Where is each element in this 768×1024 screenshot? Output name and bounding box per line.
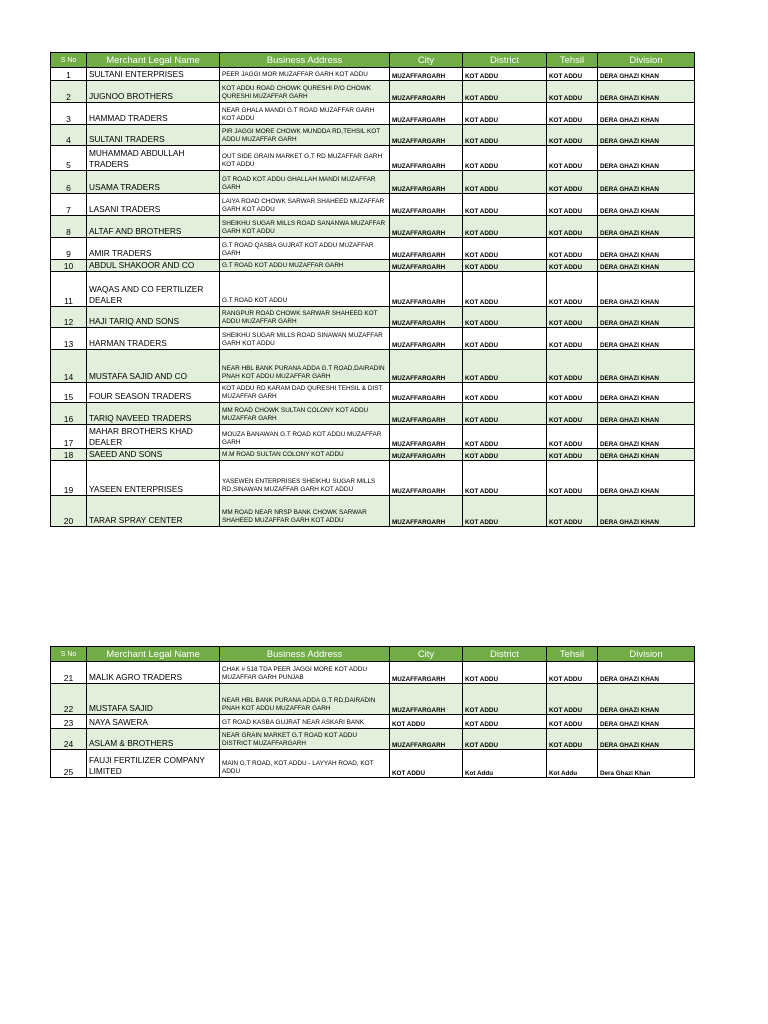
cell-sno: 15: [51, 383, 87, 403]
cell-district: Kot Addu: [463, 750, 547, 778]
cell-city: MUZAFFARGARH: [390, 729, 463, 750]
cell-division: DERA GHAZI KHAN: [598, 238, 695, 260]
cell-division: DERA GHAZI KHAN: [598, 260, 695, 272]
cell-merchant-name: ABDUL SHAKOOR AND CO: [87, 260, 220, 272]
cell-district: KOT ADDU: [463, 125, 547, 146]
cell-sno: 3: [51, 103, 87, 125]
cell-tehsil: KOT ADDU: [547, 350, 598, 383]
cell-merchant-name: AMIR TRADERS: [87, 238, 220, 260]
table-row: [51, 171, 695, 194]
cell-business-address: MOUZA BANAWAN G.T ROAD KOT ADDU MUZAFFAR GARH: [220, 425, 390, 449]
table-row: [51, 328, 695, 350]
cell-city: MUZAFFARGARH: [390, 216, 463, 238]
cell-division: DERA GHAZI KHAN: [598, 328, 695, 350]
cell-division: DERA GHAZI KHAN: [598, 461, 695, 496]
cell-tehsil: KOT ADDU: [547, 449, 598, 461]
cell-business-address: YASEWEN ENTERPRISES SHEIKHU SUGAR MILLS RD,SINAWAN MUZAFFAR GARH KOT ADDU: [220, 461, 390, 496]
cell-district: KOT ADDU: [463, 425, 547, 449]
table-row: [51, 496, 695, 527]
cell-division: DERA GHAZI KHAN: [598, 729, 695, 750]
cell-district: KOT ADDU: [463, 194, 547, 216]
cell-sno: 8: [51, 216, 87, 238]
cell-merchant-name: MUHAMMAD ABDULLAH TRADERS: [87, 146, 220, 171]
cell-city: MUZAFFARGARH: [390, 194, 463, 216]
cell-sno: 5: [51, 146, 87, 171]
table-row: [51, 350, 695, 383]
table-row: [51, 461, 695, 496]
table-row: [51, 103, 695, 125]
cell-division: DERA GHAZI KHAN: [598, 103, 695, 125]
cell-tehsil: KOT ADDU: [547, 425, 598, 449]
cell-city: MUZAFFARGARH: [390, 350, 463, 383]
cell-sno: 2: [51, 81, 87, 103]
cell-sno: 7: [51, 194, 87, 216]
cell-business-address: NEAR GHALA MANDI G.T ROAD MUZAFFAR GARH KOT ADDU: [220, 103, 390, 125]
cell-sno: 21: [51, 662, 87, 684]
cell-district: KOT ADDU: [463, 684, 547, 715]
cell-division: DERA GHAZI KHAN: [598, 684, 695, 715]
cell-district: KOT ADDU: [463, 307, 547, 328]
cell-district: KOT ADDU: [463, 146, 547, 171]
header-district: District: [463, 53, 547, 68]
cell-division: DERA GHAZI KHAN: [598, 68, 695, 81]
table-row: [51, 383, 695, 403]
cell-business-address: NEAR HBL BANK PURANA ADDA G.T RD,DAIRADIN PNAH KOT ADDU MUZAFFAR GARH: [220, 684, 390, 715]
cell-tehsil: KOT ADDU: [547, 125, 598, 146]
cell-city: MUZAFFARGARH: [390, 684, 463, 715]
cell-tehsil: KOT ADDU: [547, 238, 598, 260]
table-row: [51, 307, 695, 328]
cell-sno: 14: [51, 350, 87, 383]
cell-division: DERA GHAZI KHAN: [598, 715, 695, 729]
cell-district: KOT ADDU: [463, 216, 547, 238]
cell-merchant-name: SULTANI TRADERS: [87, 125, 220, 146]
cell-tehsil: KOT ADDU: [547, 81, 598, 103]
cell-sno: 19: [51, 461, 87, 496]
cell-city: MUZAFFARGARH: [390, 449, 463, 461]
cell-business-address: G.T ROAD KOT ADDU: [220, 272, 390, 307]
table-row: [51, 238, 695, 260]
cell-tehsil: KOT ADDU: [547, 403, 598, 425]
cell-district: KOT ADDU: [463, 383, 547, 403]
cell-city: MUZAFFARGARH: [390, 103, 463, 125]
cell-sno: 22: [51, 684, 87, 715]
header-merchant-name: Merchant Legal Name: [87, 53, 220, 68]
table-row: [51, 194, 695, 216]
cell-business-address: OUT SIDE GRAIN MARKET G.T RD MUZAFFAR GARH KOT ADDU: [220, 146, 390, 171]
cell-city: MUZAFFARGARH: [390, 238, 463, 260]
table-row: [51, 146, 695, 171]
cell-sno: 9: [51, 238, 87, 260]
cell-business-address: PIR JAGGI MORE CHOWK MUNDDA RD,TEHSIL KOT ADDU MUZAFFAR GARH: [220, 125, 390, 146]
cell-division: Dera Ghazi Khan: [598, 750, 695, 778]
cell-merchant-name: JUGNOO BROTHERS: [87, 81, 220, 103]
cell-business-address: KOT ADDU RD KARAM DAD QURESHI TEHSIL & DIST MUZAFFAR GARH: [220, 383, 390, 403]
cell-sno: 24: [51, 729, 87, 750]
cell-business-address: NEAR GRAIN MARKET G.T ROAD KOT ADDU DISTRICT MUZAFFARGARH: [220, 729, 390, 750]
cell-business-address: GT ROAD KASBA GUJRAT NEAR ASKARI BANK: [220, 715, 390, 729]
table-row: [51, 272, 695, 307]
cell-district: KOT ADDU: [463, 403, 547, 425]
cell-sno: 20: [51, 496, 87, 527]
header-city: City: [390, 53, 463, 68]
cell-city: MUZAFFARGARH: [390, 383, 463, 403]
header-row: [51, 53, 695, 68]
cell-business-address: CHAK # 518 TDA PEER JAGGI MORE KOT ADDU MUZAFFAR GARH PUNJAB: [220, 662, 390, 684]
cell-tehsil: Kot Addu: [547, 750, 598, 778]
cell-merchant-name: TARIQ NAVEED TRADERS: [87, 403, 220, 425]
header-business-address: Business Address: [220, 53, 390, 68]
cell-city: MUZAFFARGARH: [390, 425, 463, 449]
cell-merchant-name: MUSTAFA SAJID AND CO: [87, 350, 220, 383]
table-row: [51, 260, 695, 272]
cell-city: MUZAFFARGARH: [390, 125, 463, 146]
cell-district: KOT ADDU: [463, 461, 547, 496]
header-division: Division: [598, 53, 695, 68]
cell-merchant-name: FOUR SEASON TRADERS: [87, 383, 220, 403]
cell-merchant-name: MUSTAFA SAJID: [87, 684, 220, 715]
cell-merchant-name: FAUJI FERTILIZER COMPANY LIMITED: [87, 750, 220, 778]
cell-division: DERA GHAZI KHAN: [598, 146, 695, 171]
header-sno: S No: [51, 647, 87, 662]
merchant-table-2: [50, 646, 695, 778]
table-row: [51, 750, 695, 778]
cell-business-address: SHEIKHU SUGAR MILLS ROAD SANANWA MUZAFFAR GARH KOT ADDU: [220, 216, 390, 238]
table-row: [51, 684, 695, 715]
cell-city: MUZAFFARGARH: [390, 461, 463, 496]
cell-city: MUZAFFARGARH: [390, 496, 463, 527]
cell-sno: 23: [51, 715, 87, 729]
cell-business-address: PEER JAGGI MOR MUZAFFAR GARH KOT ADDU: [220, 68, 390, 81]
header-tehsil: Tehsil: [547, 53, 598, 68]
cell-business-address: GT ROAD KOT ADDU GHALLAH MANDI MUZAFFAR GARH: [220, 171, 390, 194]
cell-sno: 16: [51, 403, 87, 425]
cell-division: DERA GHAZI KHAN: [598, 425, 695, 449]
cell-merchant-name: USAMA TRADERS: [87, 171, 220, 194]
cell-district: KOT ADDU: [463, 68, 547, 81]
cell-merchant-name: TARAR SPRAY CENTER: [87, 496, 220, 527]
table-row: [51, 81, 695, 103]
cell-division: DERA GHAZI KHAN: [598, 125, 695, 146]
table-row: [51, 662, 695, 684]
header-district: District: [463, 647, 547, 662]
cell-division: DERA GHAZI KHAN: [598, 383, 695, 403]
cell-business-address: MM ROAD CHOWK SULTAN COLONY KOT ADDU MUZAFFAR GARH: [220, 403, 390, 425]
cell-district: KOT ADDU: [463, 260, 547, 272]
cell-tehsil: KOT ADDU: [547, 496, 598, 527]
cell-district: KOT ADDU: [463, 328, 547, 350]
cell-merchant-name: WAQAS AND CO FERTILIZER DEALER: [87, 272, 220, 307]
cell-business-address: MM ROAD NEAR NRSP BANK CHOWK SARWAR SHAHEED MUZAFFAR GARH KOT ADDU: [220, 496, 390, 527]
cell-tehsil: KOT ADDU: [547, 729, 598, 750]
header-business-address: Business Address: [220, 647, 390, 662]
cell-city: MUZAFFARGARH: [390, 403, 463, 425]
header-tehsil: Tehsil: [547, 647, 598, 662]
header-division: Division: [598, 647, 695, 662]
cell-division: DERA GHAZI KHAN: [598, 216, 695, 238]
cell-sno: 12: [51, 307, 87, 328]
cell-district: KOT ADDU: [463, 729, 547, 750]
cell-tehsil: KOT ADDU: [547, 272, 598, 307]
cell-tehsil: KOT ADDU: [547, 383, 598, 403]
cell-district: KOT ADDU: [463, 350, 547, 383]
header-sno: S No: [51, 53, 87, 68]
cell-merchant-name: YASEEN ENTERPRISES: [87, 461, 220, 496]
table-row: [51, 425, 695, 449]
cell-tehsil: KOT ADDU: [547, 68, 598, 81]
cell-district: KOT ADDU: [463, 103, 547, 125]
cell-sno: 6: [51, 171, 87, 194]
header-city: City: [390, 647, 463, 662]
cell-merchant-name: LASANI TRADERS: [87, 194, 220, 216]
cell-district: KOT ADDU: [463, 238, 547, 260]
cell-division: DERA GHAZI KHAN: [598, 81, 695, 103]
cell-city: KOT ADDU: [390, 750, 463, 778]
cell-business-address: RANGPUR ROAD CHOWK SARWAR SHAHEED KOT ADDU MUZAFFAR GARH: [220, 307, 390, 328]
cell-division: DERA GHAZI KHAN: [598, 194, 695, 216]
cell-tehsil: KOT ADDU: [547, 260, 598, 272]
cell-district: KOT ADDU: [463, 496, 547, 527]
cell-business-address: SHEIKHU SUGAR MILLS ROAD SINAWAN MUZAFFAR GARH KOT ADDU: [220, 328, 390, 350]
cell-tehsil: KOT ADDU: [547, 307, 598, 328]
merchant-table-1: [50, 52, 695, 527]
table-row: [51, 729, 695, 750]
cell-city: MUZAFFARGARH: [390, 260, 463, 272]
cell-merchant-name: NAYA SAWERA: [87, 715, 220, 729]
cell-division: DERA GHAZI KHAN: [598, 307, 695, 328]
cell-division: DERA GHAZI KHAN: [598, 171, 695, 194]
table-row: [51, 125, 695, 146]
cell-merchant-name: MAHAR BROTHERS KHAD DEALER: [87, 425, 220, 449]
cell-business-address: G.T ROAD KOT ADDU MUZAFFAR GARH: [220, 260, 390, 272]
cell-district: KOT ADDU: [463, 662, 547, 684]
cell-merchant-name: HAMMAD TRADERS: [87, 103, 220, 125]
cell-sno: 10: [51, 260, 87, 272]
cell-city: MUZAFFARGARH: [390, 146, 463, 171]
cell-merchant-name: MALIK AGRO TRADERS: [87, 662, 220, 684]
cell-district: KOT ADDU: [463, 715, 547, 729]
cell-division: DERA GHAZI KHAN: [598, 449, 695, 461]
cell-tehsil: KOT ADDU: [547, 662, 598, 684]
cell-district: KOT ADDU: [463, 272, 547, 307]
cell-merchant-name: HAJI TARIQ AND SONS: [87, 307, 220, 328]
cell-division: DERA GHAZI KHAN: [598, 350, 695, 383]
cell-district: KOT ADDU: [463, 81, 547, 103]
cell-division: DERA GHAZI KHAN: [598, 403, 695, 425]
table-row: [51, 715, 695, 729]
cell-merchant-name: SAEED AND SONS: [87, 449, 220, 461]
cell-division: DERA GHAZI KHAN: [598, 496, 695, 527]
cell-city: MUZAFFARGARH: [390, 68, 463, 81]
table-body-2: [51, 662, 695, 778]
cell-city: MUZAFFARGARH: [390, 81, 463, 103]
cell-division: DERA GHAZI KHAN: [598, 662, 695, 684]
cell-tehsil: KOT ADDU: [547, 171, 598, 194]
table-row: [51, 68, 695, 81]
cell-tehsil: KOT ADDU: [547, 684, 598, 715]
cell-sno: 4: [51, 125, 87, 146]
cell-merchant-name: ASLAM & BROTHERS: [87, 729, 220, 750]
cell-district: KOT ADDU: [463, 171, 547, 194]
cell-city: MUZAFFARGARH: [390, 328, 463, 350]
cell-business-address: MAIN G.T ROAD, KOT ADDU - LAYYAH ROAD, KOT ADDU: [220, 750, 390, 778]
cell-sno: 11: [51, 272, 87, 307]
cell-tehsil: KOT ADDU: [547, 146, 598, 171]
cell-sno: 13: [51, 328, 87, 350]
cell-tehsil: KOT ADDU: [547, 715, 598, 729]
cell-business-address: M.M ROAD SULTAN COLONY KOT ADDU: [220, 449, 390, 461]
cell-city: MUZAFFARGARH: [390, 307, 463, 328]
header-row: [51, 647, 695, 662]
cell-tehsil: KOT ADDU: [547, 461, 598, 496]
cell-business-address: NEAR HBL BANK PURANA ADDA G.T ROAD,DAIRADIN PNAH KOT ADDU MUZAFFAR GARH: [220, 350, 390, 383]
table-row: [51, 216, 695, 238]
cell-district: KOT ADDU: [463, 449, 547, 461]
cell-city: MUZAFFARGARH: [390, 272, 463, 307]
cell-sno: 17: [51, 425, 87, 449]
cell-sno: 25: [51, 750, 87, 778]
cell-city: KOT ADDU: [390, 715, 463, 729]
cell-tehsil: KOT ADDU: [547, 328, 598, 350]
table-body-1: [51, 68, 695, 527]
cell-tehsil: KOT ADDU: [547, 103, 598, 125]
cell-business-address: G.T ROAD QASBA GUJRAT KOT ADDU MUZAFFAR GARH: [220, 238, 390, 260]
cell-tehsil: KOT ADDU: [547, 216, 598, 238]
cell-city: MUZAFFARGARH: [390, 662, 463, 684]
cell-tehsil: KOT ADDU: [547, 194, 598, 216]
table-row: [51, 403, 695, 425]
cell-sno: 18: [51, 449, 87, 461]
table-row: [51, 449, 695, 461]
cell-division: DERA GHAZI KHAN: [598, 272, 695, 307]
cell-merchant-name: HARMAN TRADERS: [87, 328, 220, 350]
cell-merchant-name: SULTANI ENTERPRISES: [87, 68, 220, 81]
cell-business-address: LAIYA ROAD CHOWK SARWAR SHAHEED MUZAFFAR GARH KOT ADDU: [220, 194, 390, 216]
cell-sno: 1: [51, 68, 87, 81]
header-merchant-name: Merchant Legal Name: [87, 647, 220, 662]
cell-city: MUZAFFARGARH: [390, 171, 463, 194]
cell-merchant-name: ALTAF AND BROTHERS: [87, 216, 220, 238]
cell-business-address: KOT ADDU ROAD CHOWK QURESHI P/O CHOWK QURESHI MUZAFFAR GARH: [220, 81, 390, 103]
